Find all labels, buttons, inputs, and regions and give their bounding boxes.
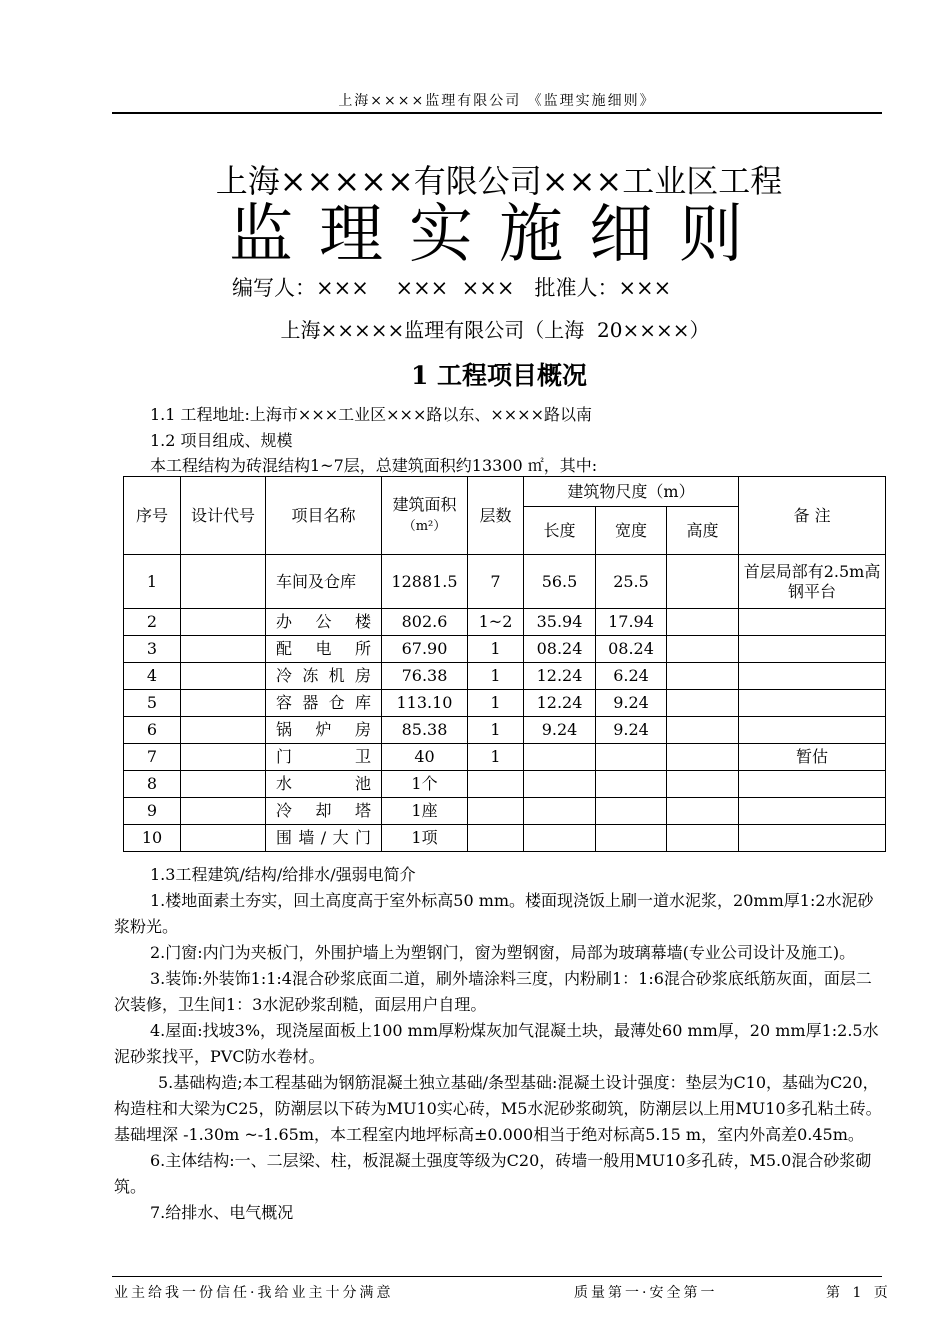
cell-width: 08.24: [596, 636, 667, 663]
cell-area: 40: [382, 744, 468, 771]
cell-width: [596, 771, 667, 798]
section-heading: 1 工程项目概况: [410, 361, 588, 390]
cell-remark: [739, 798, 886, 825]
header-floors: 层数: [468, 477, 524, 555]
cell-length: [524, 744, 596, 771]
cell-seq: 8: [124, 771, 181, 798]
cell-seq: 4: [124, 663, 181, 690]
cell-area: 85.38: [382, 717, 468, 744]
paragraph-floor: 1.楼地面素土夯实，回土高度高于室外标高50 mm。楼面现浇饭上刷一道水泥浆，20mm厚1:2水泥砂浆粉光。: [114, 891, 874, 936]
footer-rule: [112, 1276, 882, 1277]
cell-name: 容器仓库: [266, 690, 382, 717]
cell-floors: 7: [468, 555, 524, 609]
cell-area: 67.90: [382, 636, 468, 663]
cell-seq: 2: [124, 609, 181, 636]
header-width: 宽度: [596, 507, 667, 555]
cell-remark: [739, 663, 886, 690]
header-dims-group: 建筑物尺度（m）: [524, 477, 739, 507]
project-table: [123, 476, 886, 852]
cell-remark: [739, 609, 886, 636]
cell-area: 1项: [382, 825, 468, 852]
cell-code: [181, 609, 266, 636]
cell-code: [181, 825, 266, 852]
cell-floors: 1: [468, 663, 524, 690]
table-row: [124, 771, 886, 798]
header-height: 高度: [667, 507, 739, 555]
cell-remark: [739, 717, 886, 744]
table-body: [124, 555, 886, 852]
paragraph-doors-windows: 2.门窗:内门为夹板门，外围护墙上为塑钢门，窗为塑钢窗，局部为玻璃幕墙(专业公司设计及施工)。: [150, 943, 856, 962]
cell-width: 9.24: [596, 717, 667, 744]
cell-height: [667, 825, 739, 852]
cell-name: 围墙/大门: [266, 825, 382, 852]
cell-seq: 9: [124, 798, 181, 825]
footer-slogan-left: 业主给我一份信任·我给业主十分满意: [114, 1285, 394, 1301]
cell-name: 办公楼: [266, 609, 382, 636]
cell-floors: 1: [468, 744, 524, 771]
cell-width: 9.24: [596, 690, 667, 717]
cell-length: 08.24: [524, 636, 596, 663]
cell-name: 冷却塔: [266, 798, 382, 825]
document-title: 监理实施细则: [229, 198, 769, 272]
cell-code: [181, 717, 266, 744]
intro-line-scope: 1.2 项目组成、规模: [150, 431, 293, 450]
header-rule: [112, 112, 882, 114]
running-header: 上海××××监理有限公司 《监理实施细则》: [338, 93, 656, 109]
cell-remark: [739, 690, 886, 717]
authors-line: 编写人：××× ××× ××× 批准人：×××: [232, 276, 672, 300]
cell-code: [181, 744, 266, 771]
cell-width: [596, 798, 667, 825]
cell-height: [667, 609, 739, 636]
cell-seq: 5: [124, 690, 181, 717]
cell-name: 锅炉房: [266, 717, 382, 744]
company-line: 上海×××××监理有限公司（上海 20××××）: [280, 318, 710, 342]
cell-width: [596, 825, 667, 852]
cell-remark: [739, 825, 886, 852]
cell-length: [524, 825, 596, 852]
cell-area: 1个: [382, 771, 468, 798]
table-row: [124, 636, 886, 663]
table-row: [124, 609, 886, 636]
cell-height: [667, 717, 739, 744]
cell-area: 802.6: [382, 609, 468, 636]
cell-remark: [739, 771, 886, 798]
paragraph-decoration: 3.装饰:外装饰1:1:4混合砂浆底面二道，刷外墙涂料三度，内粉刷1：1:6混合砂浆底纸筋灰面，面层二次装修，卫生间1：3水泥砂浆刮糙，面层用户自理。: [114, 969, 872, 1014]
cell-area: 12881.5: [382, 555, 468, 609]
cell-name: 配电所: [266, 636, 382, 663]
cell-remark: 暂估: [739, 744, 886, 771]
cell-length: 35.94: [524, 609, 596, 636]
cell-remark: [739, 636, 886, 663]
footer-page-number: 第 1 页: [826, 1285, 892, 1301]
cell-seq: 10: [124, 825, 181, 852]
cell-area: 113.10: [382, 690, 468, 717]
table-row: [124, 717, 886, 744]
header-area: [382, 477, 468, 555]
header-item-name: 项目名称: [266, 477, 382, 555]
cell-area: 76.38: [382, 663, 468, 690]
cell-width: [596, 744, 667, 771]
cell-floors: 1: [468, 717, 524, 744]
cell-code: [181, 636, 266, 663]
intro-line-structure: 本工程结构为砖混结构1~7层，总建筑面积约13300 ㎡，其中:: [150, 456, 598, 475]
paragraph-structure: 6.主体结构:一、二层梁、柱，板混凝土强度等级为C20，砖墙一般用MU10多孔砖，M5.0混合砂浆砌筑。: [114, 1151, 872, 1196]
cell-area: 1座: [382, 798, 468, 825]
intro-line-address: 1.1 工程地址:上海市×××工业区×××路以东、××××路以南: [150, 405, 592, 424]
header-design-code: 设计代号: [181, 477, 266, 555]
cell-width: 17.94: [596, 609, 667, 636]
cell-seq: 1: [124, 555, 181, 609]
cell-height: [667, 771, 739, 798]
paragraph-utilities: 7.给排水、电气概况: [150, 1203, 294, 1222]
paragraph-foundation: 5.基础构造;本工程基础为钢筋混凝土独立基础/条型基础:混凝土设计强度：垫层为C10，基础为C20，构造柱和大梁为C25，防潮层以下砖为MU10实心砖，M5水泥砂浆砌筑，防潮层以上用MU10多孔粘土砖。基础埋深 -1.30m ~-1.65m，本工程室内地坪标高±0.000相当于绝对标高5.15 m，室内外高差0.45m。: [114, 1073, 882, 1144]
cell-code: [181, 555, 266, 609]
cell-height: [667, 555, 739, 609]
cell-length: 12.24: [524, 690, 596, 717]
cell-floors: [468, 825, 524, 852]
cell-name: 冷冻机房: [266, 663, 382, 690]
cell-width: 6.24: [596, 663, 667, 690]
header-seq: 序号: [124, 477, 181, 555]
cell-seq: 3: [124, 636, 181, 663]
cell-code: [181, 798, 266, 825]
table-row: [124, 690, 886, 717]
header-area-label: 建筑面积: [392, 494, 457, 514]
cell-height: [667, 744, 739, 771]
footer-slogan-middle: 质量第一·安全第一: [574, 1285, 718, 1301]
table-row: [124, 555, 886, 609]
table-row: [124, 798, 886, 825]
cell-length: [524, 771, 596, 798]
cell-floors: [468, 798, 524, 825]
cell-height: [667, 663, 739, 690]
header-area-unit: （m²）: [402, 518, 447, 534]
section-1-3-text: [114, 862, 884, 1226]
cell-seq: 6: [124, 717, 181, 744]
project-title: 上海×××××有限公司×××工业区工程: [215, 162, 783, 200]
paragraph-roof: 4.屋面:找坡3%，现浇屋面板上100 mm厚粉煤灰加气混凝土块，最薄处60 mm厚，20 mm厚1:2.5水泥砂浆找平，PVC防水卷材。: [114, 1021, 879, 1066]
header-length: 长度: [524, 507, 596, 555]
cell-length: [524, 798, 596, 825]
cell-code: [181, 771, 266, 798]
cell-floors: 1: [468, 636, 524, 663]
cell-floors: [468, 771, 524, 798]
cell-name: 水池: [266, 771, 382, 798]
cell-remark: 首层局部有2.5m高钢平台: [739, 555, 886, 609]
cell-floors: 1: [468, 690, 524, 717]
cell-code: [181, 690, 266, 717]
table-row: [124, 825, 886, 852]
cell-height: [667, 636, 739, 663]
table-row: [124, 744, 886, 771]
cell-length: 9.24: [524, 717, 596, 744]
header-remark: 备 注: [739, 477, 886, 555]
cell-name: 车间及仓库: [266, 555, 382, 609]
cell-height: [667, 690, 739, 717]
cell-height: [667, 798, 739, 825]
cell-code: [181, 663, 266, 690]
cell-name: 门卫: [266, 744, 382, 771]
subsection-heading: 1.3工程建筑/结构/给排水/强弱电简介: [150, 865, 416, 884]
cell-floors: 1~2: [468, 609, 524, 636]
cell-length: 56.5: [524, 555, 596, 609]
cell-seq: 7: [124, 744, 181, 771]
table-row: [124, 663, 886, 690]
cell-length: 12.24: [524, 663, 596, 690]
cell-width: 25.5: [596, 555, 667, 609]
